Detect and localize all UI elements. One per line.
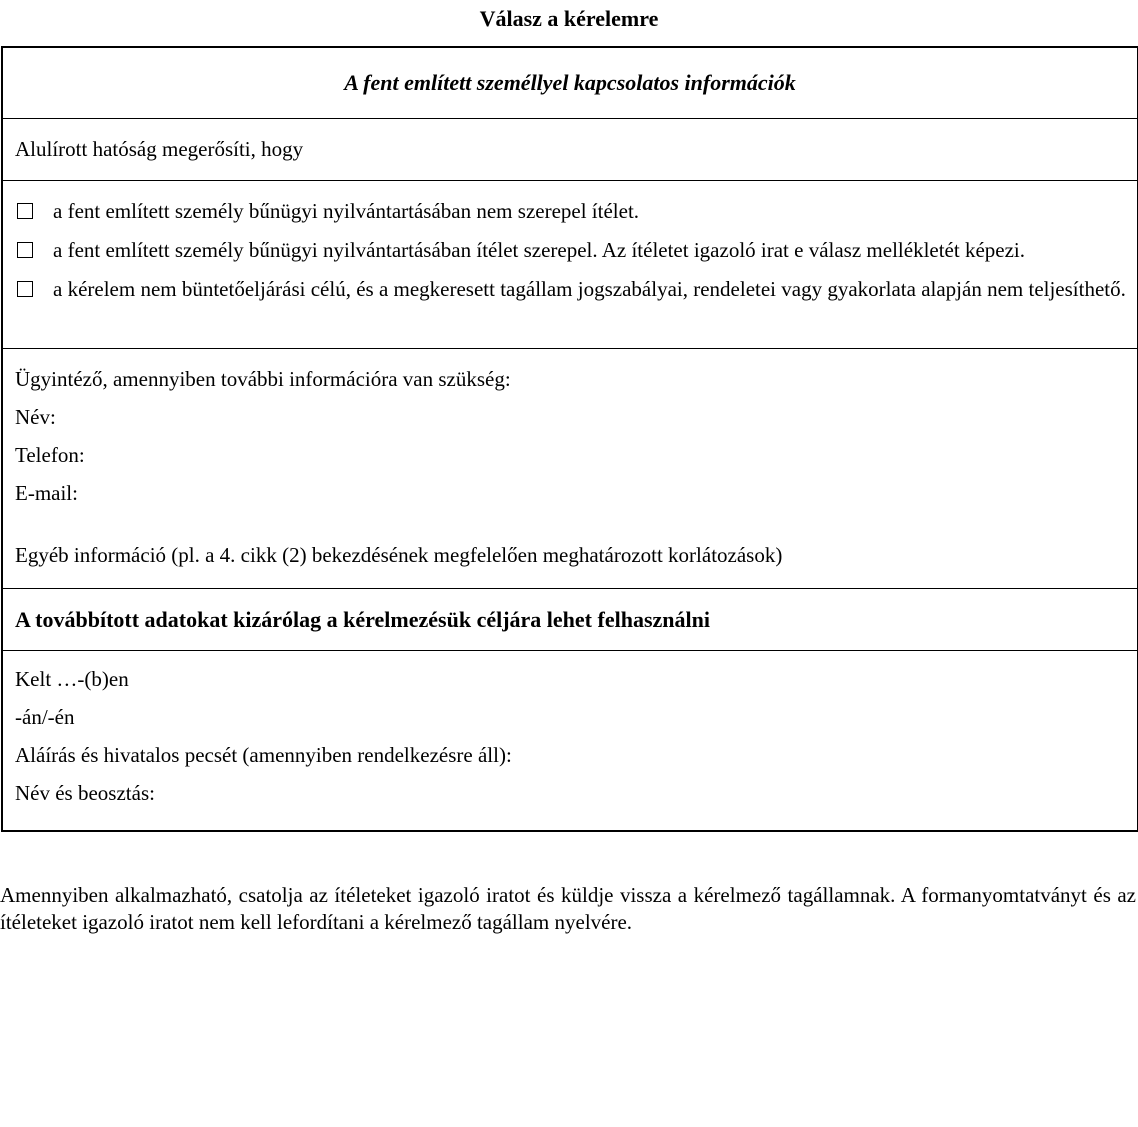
other-info-field[interactable]: Egyéb információ (pl. a 4. cikk (2) bekezdésének megfelelően meghatározott korlátozások) bbox=[15, 543, 783, 567]
footnote: Amennyiben alkalmazható, csatolja az ítéleteket igazoló iratot és küldje vissza a kérelmező tagállamnak. A formanyomtatványt és az ítéleteket igazoló iratot nem kell lefordítani a kérelmező tagállam nyelvére. bbox=[0, 883, 1136, 934]
checkbox-request-not-fulfillable[interactable] bbox=[17, 281, 33, 297]
contact-intro: Ügyintéző, amennyiben további információra van szükség: bbox=[15, 367, 511, 391]
option-conviction-recorded[interactable] bbox=[15, 238, 1127, 263]
checkbox-conviction-recorded[interactable] bbox=[17, 242, 33, 258]
contact-section bbox=[3, 348, 1137, 588]
page-title: Válasz a kérelemre bbox=[479, 6, 659, 31]
option-label: a fent említett személy bűnügyi nyilvántartásában ítélet szerepel. Az ítéletet igazoló irat e válasz mellékletét képezi. bbox=[53, 238, 1026, 262]
contact-email-field[interactable]: E-mail: bbox=[15, 481, 78, 505]
options-group bbox=[3, 180, 1137, 348]
signature-section bbox=[3, 650, 1137, 830]
contact-name-field[interactable]: Név: bbox=[15, 405, 56, 429]
date-field[interactable]: -án/-én bbox=[15, 705, 75, 729]
place-field[interactable]: Kelt …-(b)en bbox=[15, 667, 129, 691]
option-no-conviction[interactable] bbox=[15, 199, 1127, 224]
name-title-field[interactable]: Név és beosztás: bbox=[15, 781, 155, 805]
option-request-not-fulfillable[interactable] bbox=[15, 277, 1127, 302]
signature-field[interactable]: Aláírás és hivatalos pecsét (amennyiben rendelkezésre áll): bbox=[15, 743, 512, 767]
response-form bbox=[1, 46, 1138, 832]
checkbox-no-conviction[interactable] bbox=[17, 203, 33, 219]
section-heading: A fent említett személlyel kapcsolatos információk bbox=[344, 70, 796, 95]
option-label: a fent említett személy bűnügyi nyilvántartásában nem szerepel ítélet. bbox=[53, 199, 640, 223]
usage-notice: A továbbított adatokat kizárólag a kérelmezésük céljára lehet felhasználni bbox=[3, 588, 1137, 650]
option-label: a kérelem nem büntetőeljárási célú, és a megkeresett tagállam jogszabályai, rendeletei vagy gyakorlata alapján nem teljesíthető. bbox=[53, 277, 1126, 301]
spacer bbox=[15, 519, 1125, 543]
contact-phone-field[interactable]: Telefon: bbox=[15, 443, 85, 467]
confirm-text: Alulírott hatóság megerősíti, hogy bbox=[3, 118, 1137, 180]
